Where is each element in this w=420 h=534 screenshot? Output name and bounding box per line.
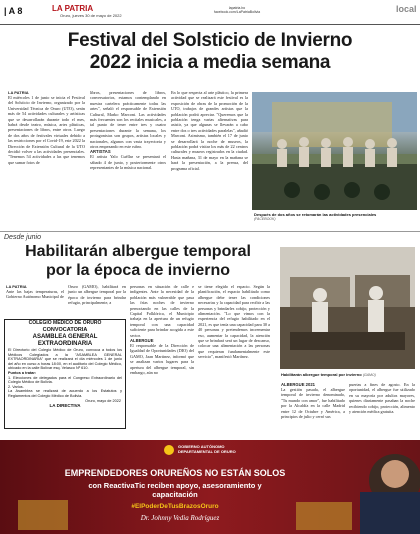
- article2-col-1-text: Ante las bajas temperaturas, el Gobierno Autónomo Municipal de: [6, 289, 64, 300]
- article2-col-2: [68, 284, 126, 306]
- article2-col-2-text: Oruro (GAMO), habilitará en junio un albergue temporal por la época de invierno para brindar refugio, principalmente, a: [68, 284, 126, 306]
- ad-subline-1: con ReactivaTic reciben apoyo, asesoramiento y: [88, 481, 262, 490]
- article1-col-3: [171, 90, 248, 171]
- ad-gov-name: [178, 444, 236, 454]
- article1-kicker: LA PATRIA: [8, 90, 29, 95]
- shelter-beds-image: [280, 247, 415, 369]
- headline-2-line-1: Habilitarán albergue temporal: [25, 243, 251, 260]
- article2-col-4-text: se tiene elegido el espacio. Según la planificación, el espacio habilitado como albergue debe tener las condiciones necesarias y la capacidad para recibir a las personas y brindarles cobijo, protección y alimentación. "Lo que vimos con la experiencia del refugio habilitado en el 2021, es que tenía una capacidad para 30 a 40 personas y pretendemos incrementar eso, aumentar la capacidad, la atención que se brindará será un lugar de descanso, colocar una alimentación a las personas que requieran fundamentalmente este servicio", manifestó Martínez.: [198, 284, 270, 360]
- ad-hashtag: #ElPoderDeTusBrazosOruro: [131, 503, 219, 510]
- article1-col-2: [90, 90, 166, 171]
- notice-body: El Directorio del Colegio Médico de Oruro, convoca a todos los Médicos Colegiados a la "ASAMBLEA GENERAL EXTRAORDINARIA" que se realizará el día miércoles 1 de junio del año en curso a horas 18:00, en el auditorio del Colegio Médico, ubicado en la calle Bolívar esq. Velasco Nº 610.: [8, 348, 122, 371]
- article1-col-2-text: libros, presentaciones de libros, conversatorios, estamos contemplando en nuestra cartelera prácticamente todas las artes", señaló el responsable de Extensión Cultural, Marko Marconi. Las actividades más frecuentes son los recitales musicales, a tal punto de tener entre tres y cuatro presentaciones durante la semana, los protagonistas son grupos, artistas locales y nacionales, algunos con vasta trayectoria y otros empezando en este rubro.: [90, 90, 166, 150]
- article2-col-5: [281, 382, 345, 419]
- article2-col-3-text: personas en situación de calle e indigentes. Ante la necesidad de la población más vulnerable que pasa las frías noches de invierno pernoctando en las calles de la Capital Folklórica, el Municipio trabaja en la apertura de un refugio temporal con una capacidad suficiente para brindar acogida a este sector.: [130, 284, 194, 338]
- article2-col-6: [349, 382, 415, 414]
- article1-subhead: ARTISTAS: [90, 149, 111, 155]
- article1-col-3-text: En lo que respecta al arte plástico, la primera actividad que se realizará este festival es la exposición de obras de la promoción de la UTO, trabajos de grandes artistas que la población podrá apreciar. "Queremos que la población tenga varias alternativas para asistir, ya que algunas se llevarán a cabo entre dos o tres actividades paralelas", añadió Marconi. Asimismo, también el 17 de junio se desarrollará la noche de museos, la población podrá visitar los más de 22 centros culturales y museos registrados en la ciudad. Hasta mañana, 31 de mayo en la mañana se hará la presentación, a la prensa, del programa oficial.: [171, 90, 248, 171]
- page-header: [0, 0, 420, 28]
- article2-col-3: [130, 284, 194, 376]
- notice-place-date: Oruro, mayo de 2022: [85, 398, 121, 403]
- notice-org: COLEGIO MÉDICO DE ORURO: [28, 320, 102, 326]
- ad-subline-2: capacitación: [152, 490, 198, 499]
- ad-gov-line-1: GOBIERNO AUTÓNOMO: [178, 444, 225, 449]
- section-label: local: [396, 4, 417, 14]
- article1-photo-caption: [254, 212, 419, 221]
- headline-1-line-1: Festival del Solsticio de Invierno: [67, 30, 353, 51]
- ad-subline: [0, 481, 350, 499]
- article2-photo-credit: (GAMO): [362, 373, 376, 377]
- website-link[interactable]: lapatria.bo: [228, 6, 246, 10]
- gov-seal-icon: [164, 445, 174, 455]
- headline-1-line-2: 2022 inicia a media semana: [89, 52, 331, 73]
- article2-kicker-top: Desde junio: [4, 234, 41, 241]
- article1-photo: [252, 92, 417, 210]
- article2-col-3-text-b: El responsable de la Dirección de Igualdad de Oportunidades (DIO) del GAMO, Jaan Martinez, informó que se analizan varios lugares para la apertura del albergue temporal, sin embargo, aún no: [130, 343, 194, 376]
- article2-col-5-text: La gestión pasada, el albergue temporal de invierno denominado, "Tu mundo con amor", fue habilitado por la Alcaldía en la calle Madrid entre 12 de Octubre y América, a principios de julio y cerró sus: [281, 387, 345, 420]
- notice-note: La Asamblea se realizará de acuerdo a los Estatutos y Reglamentos del Colegio Médico de Bolivia.: [8, 389, 122, 398]
- ad-headline: EMPRENDEDORES ORUREÑOS NO ESTÁN SOLOS: [64, 468, 286, 478]
- header-rule: [0, 24, 420, 25]
- facebook-link[interactable]: facebook.com/LaPatriaBolivia: [214, 10, 261, 14]
- notice-title-1: ASAMBLEA GENERAL: [32, 334, 98, 340]
- article2-col-4: [198, 284, 270, 360]
- notice-agenda-title: Puntos a tratar:: [8, 370, 37, 375]
- article2-photo-caption: [281, 372, 419, 377]
- issue-date: Oruro, jueves 30 de mayo de 2022: [60, 13, 122, 18]
- article1-col-1: [8, 90, 85, 165]
- notice-title-2: EXTRAORDINARIA: [37, 341, 93, 347]
- web-links: [214, 6, 260, 14]
- notice-signature: LA DIRECTIVA: [49, 402, 81, 408]
- article1-col-2-text-b: El artista Yalo Cuéllar se presentará el sábado 4 de junio, y posteriormente otros representantes de la música nacional.: [90, 154, 166, 171]
- stage-performers-image: [252, 92, 417, 210]
- article2-col-6-text: puertas a fines de agosto. En la oportunidad, el albergue fue utilizado en su mayoría por adultos mayores, quienes diariamente pasaban la noche recibiendo cobijo, protección, alimento y atención médica gratuita.: [349, 382, 415, 415]
- article2-caption-text: Habilitarán albergue temporal por invierno: [281, 372, 362, 377]
- section-divider: [0, 231, 420, 232]
- ad-signature: Dr. Johnny Vedia Rodríguez: [140, 514, 220, 522]
- article1-photo-credit: (FACEBOOK): [254, 217, 276, 221]
- government-advertisement[interactable]: [0, 440, 420, 534]
- notice-item-1: 1. Elecciones de delegados para el Congreso Extraordinario del Colegio Médico de Bolivia.: [8, 375, 122, 385]
- ad-gov-line-2: DEPARTAMENTAL DE ORURO: [178, 449, 236, 454]
- article2-subhead-1: ALBERGUE: [130, 338, 154, 344]
- article2-photo: [280, 247, 415, 369]
- article1-caption-text: Después de dos años se retomarán las actividades presenciales: [254, 212, 377, 217]
- article1-col-1-text: El miércoles 1 de junio se inicia el Festival del Solsticio de Invierno, organizado por la Universidad Técnica de Oruro (UTO), serán más de 54 actividades culturales y artísticas que se desarrollarán durante todo el mes, habrá desde teatro, música, artes plásticas, presentaciones de libros, entre otros. Luego de dos años de festivales virtuales debido a las restricciones por el Covid-19, este 2022 la Dirección de Extensión Cultural de la UTO decidió volver a las actividades presenciales. "Tenemos 54 actividades a las que tenemos que sumar fotos de: [8, 95, 85, 165]
- article2-col-1: [6, 284, 64, 300]
- notice-item-2: 2. Varios.: [8, 384, 24, 389]
- notice-type: CONVOCATORIA: [42, 327, 88, 333]
- headline-2-line-2: por la época de invierno: [45, 262, 231, 279]
- article2-subhead-2: ALBERGUE 2021: [281, 382, 315, 387]
- page-number: | A 8: [4, 6, 23, 16]
- medical-college-notice: [4, 319, 126, 429]
- article2-kicker: LA PATRIA: [6, 284, 27, 289]
- newspaper-logo: LA PATRIA: [52, 4, 94, 13]
